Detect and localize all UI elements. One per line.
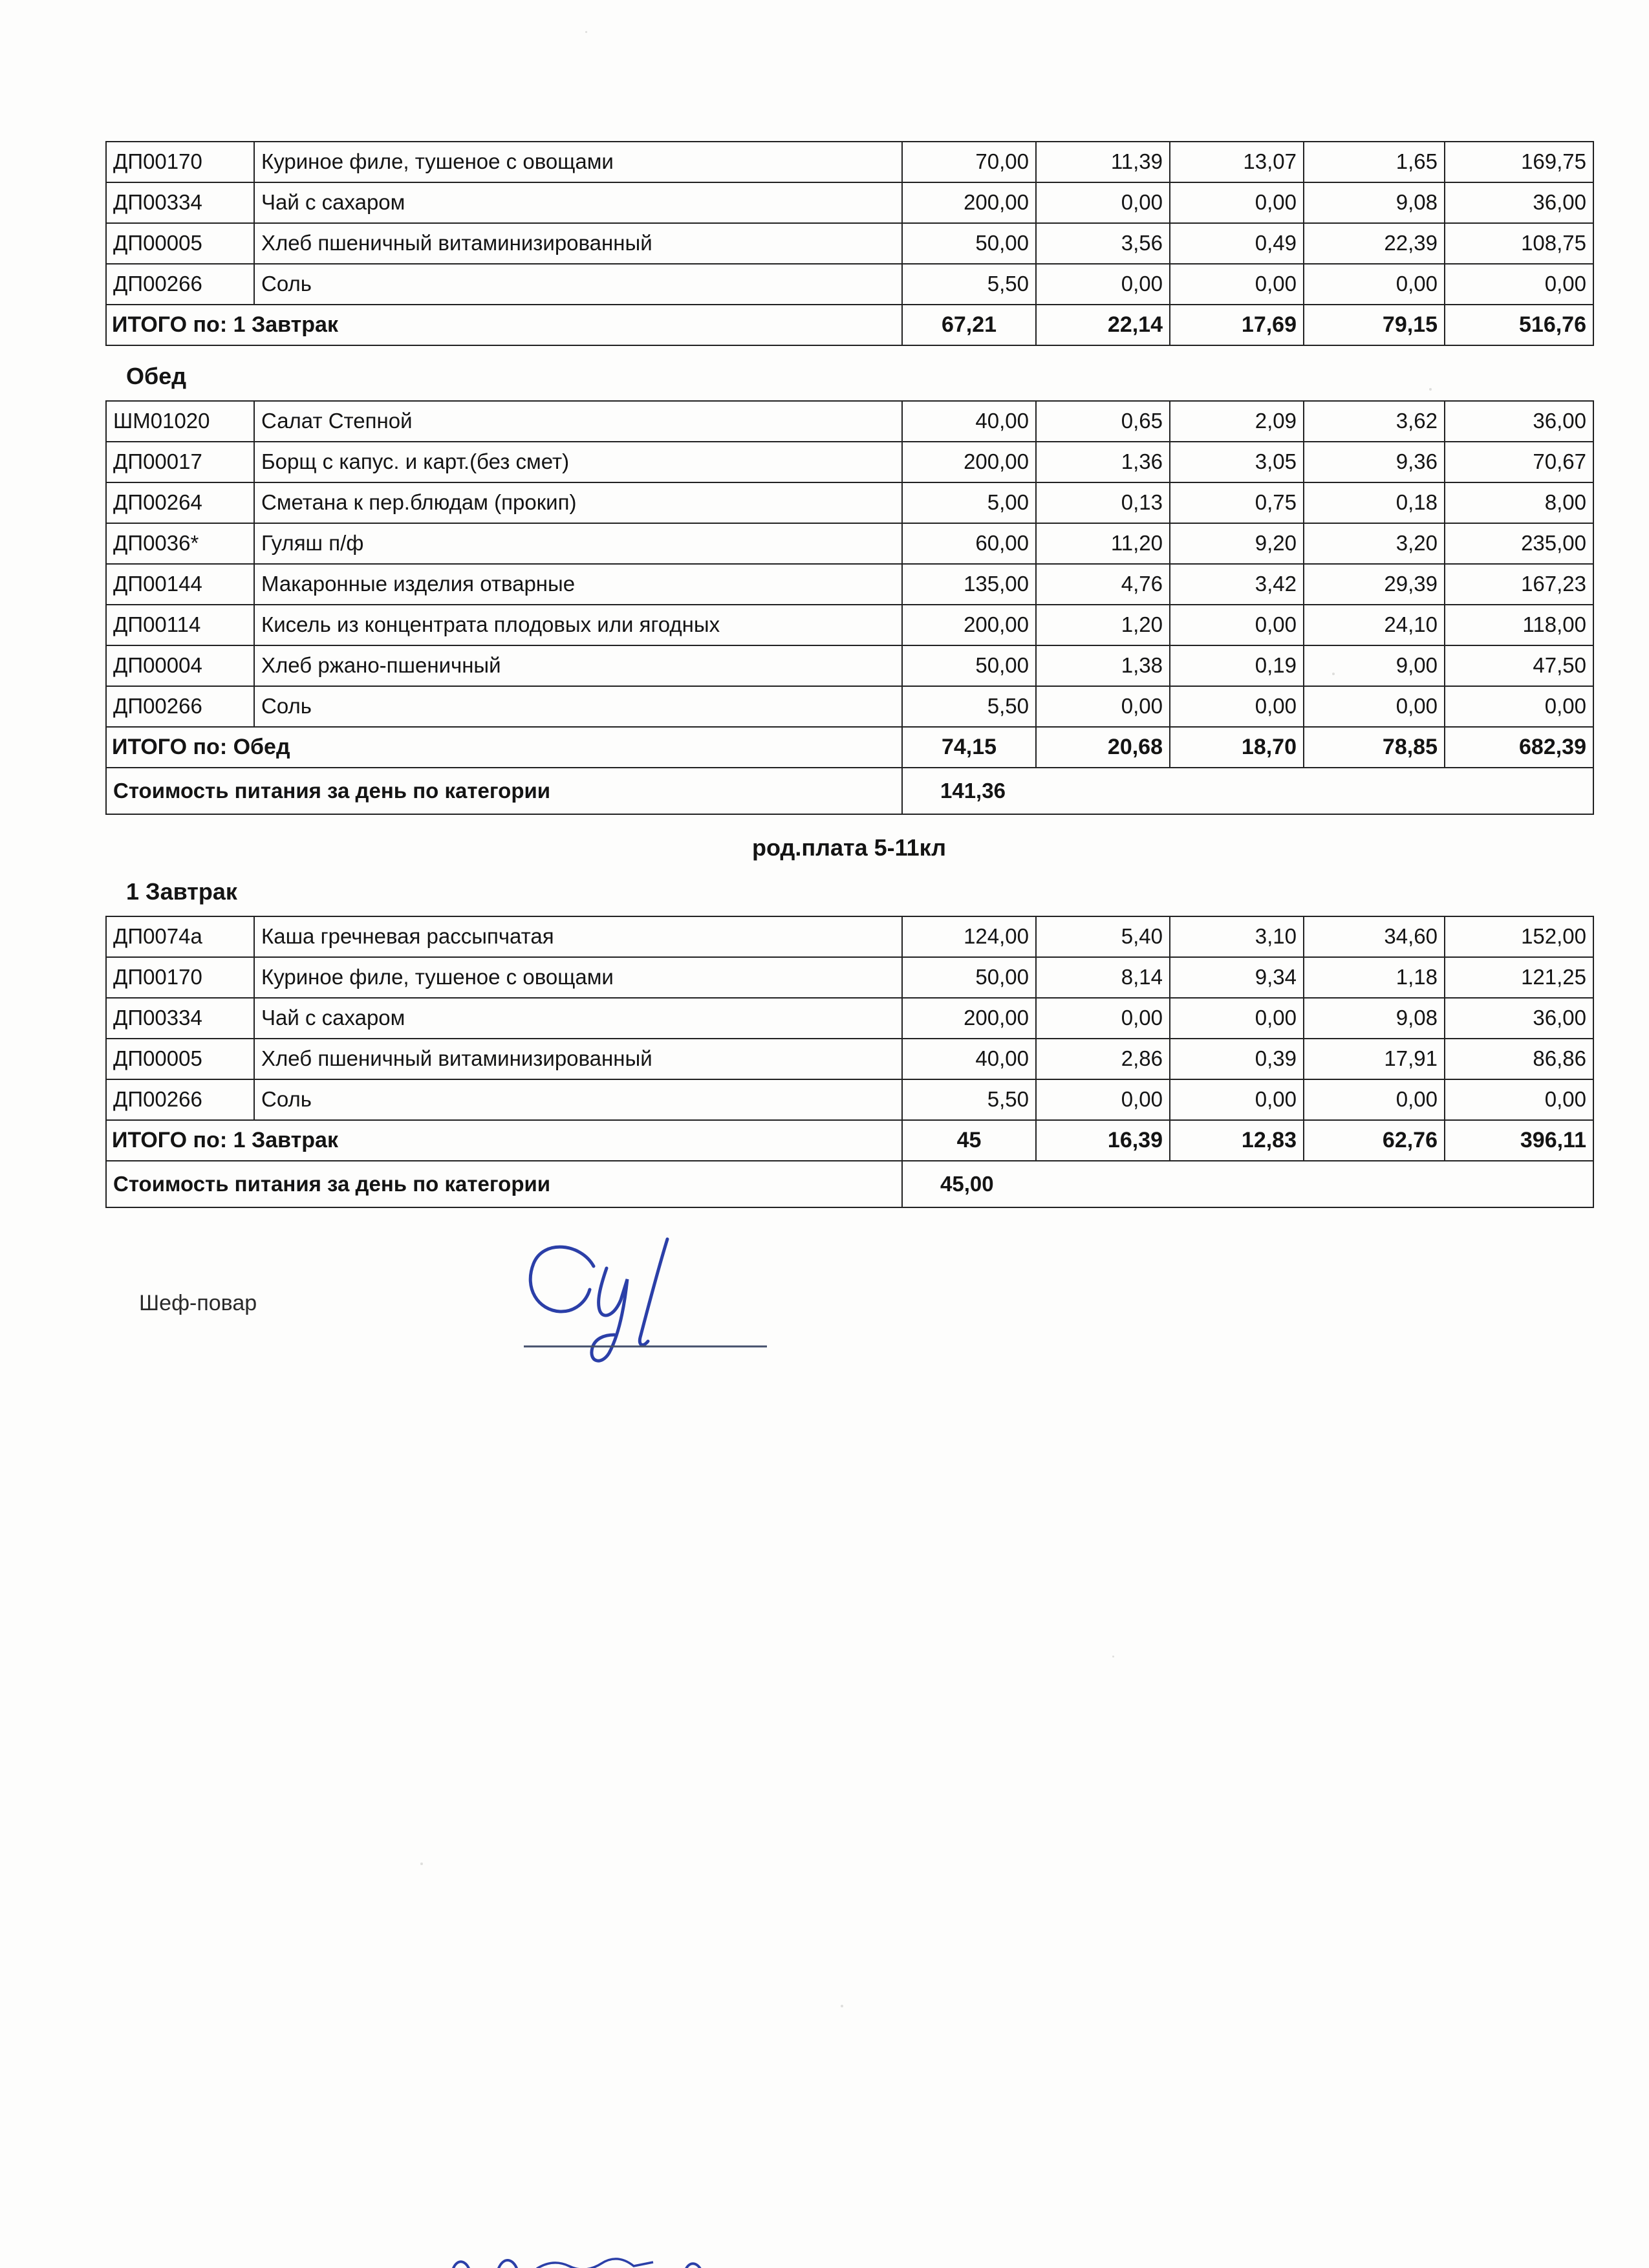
category-heading: род.плата 5-11кл — [751, 834, 947, 861]
dish-name: Куриное филе, тушеное с овощами — [254, 957, 902, 998]
cost-cell: 152,00 — [1445, 916, 1593, 957]
dish-code: ДП00264 — [106, 482, 254, 523]
total-value: 16,39 — [1036, 1120, 1170, 1161]
cost-cell: 0,00 — [1445, 264, 1593, 305]
value-cell: 11,39 — [1036, 142, 1170, 182]
dish-name: Соль — [254, 1079, 902, 1120]
cost-cell: 0,00 — [1445, 1079, 1593, 1120]
value-cell: 2,86 — [1036, 1039, 1170, 1079]
value-cell: 0,00 — [1304, 1079, 1445, 1120]
qty-cell: 50,00 — [902, 223, 1036, 264]
dish-name: Соль — [254, 264, 902, 305]
dish-name: Кисель из концентрата плодовых или ягодных — [254, 605, 902, 645]
value-cell: 34,60 — [1304, 916, 1445, 957]
value-cell: 3,42 — [1170, 564, 1304, 605]
dish-name: Гуляш п/ф — [254, 523, 902, 564]
value-cell: 0,00 — [1170, 998, 1304, 1039]
dish-name: Хлеб пшеничный витаминизированный — [254, 1039, 902, 1079]
value-cell: 0,18 — [1304, 482, 1445, 523]
cost-cell: 121,25 — [1445, 957, 1593, 998]
value-cell: 9,00 — [1304, 645, 1445, 686]
dish-name: Чай с сахаром — [254, 182, 902, 223]
value-cell: 0,00 — [1036, 1079, 1170, 1120]
dish-name: Салат Степной — [254, 401, 902, 442]
menu-row — [106, 957, 1593, 998]
value-cell: 1,38 — [1036, 645, 1170, 686]
menu-row — [106, 482, 1593, 523]
qty-cell: 135,00 — [902, 564, 1036, 605]
value-cell: 8,14 — [1036, 957, 1170, 998]
value-cell: 0,00 — [1170, 686, 1304, 727]
value-cell: 0,00 — [1304, 264, 1445, 305]
menu-table — [105, 400, 1594, 815]
qty-cell: 5,00 — [902, 482, 1036, 523]
menu-row — [106, 645, 1593, 686]
cost-cell: 47,50 — [1445, 645, 1593, 686]
value-cell: 9,08 — [1304, 998, 1445, 1039]
day-cost-label: Стоимость питания за день по категории — [106, 1161, 902, 1207]
section-title: Обед — [126, 363, 187, 389]
total-row — [106, 727, 1593, 768]
document-content — [105, 141, 1593, 1208]
dish-code: ДП0036* — [106, 523, 254, 564]
total-value: 22,14 — [1036, 305, 1170, 345]
qty-cell: 50,00 — [902, 957, 1036, 998]
dish-name: Куриное филе, тушеное с овощами — [254, 142, 902, 182]
menu-row — [106, 916, 1593, 957]
menu-row — [106, 1039, 1593, 1079]
cost-cell: 118,00 — [1445, 605, 1593, 645]
value-cell: 0,13 — [1036, 482, 1170, 523]
value-cell: 0,00 — [1036, 686, 1170, 727]
dish-code: ДП0074а — [106, 916, 254, 957]
menu-row — [106, 686, 1593, 727]
qty-cell: 200,00 — [902, 182, 1036, 223]
dish-code: ДП00144 — [106, 564, 254, 605]
dish-name: Макаронные изделия отварные — [254, 564, 902, 605]
menu-row — [106, 264, 1593, 305]
value-cell: 3,56 — [1036, 223, 1170, 264]
value-cell: 9,20 — [1170, 523, 1304, 564]
cost-cell: 8,00 — [1445, 482, 1593, 523]
value-cell: 3,05 — [1170, 442, 1304, 482]
menu-row — [106, 182, 1593, 223]
cost-cell: 167,23 — [1445, 564, 1593, 605]
handwritten-signature-icon — [498, 1233, 776, 1374]
scan-speckle — [1332, 673, 1335, 675]
cost-cell: 169,75 — [1445, 142, 1593, 182]
dish-code: ДП00266 — [106, 686, 254, 727]
value-cell: 0,00 — [1036, 998, 1170, 1039]
dish-code: ДП00334 — [106, 182, 254, 223]
menu-row — [106, 998, 1593, 1039]
menu-row — [106, 1079, 1593, 1120]
value-cell: 0,00 — [1170, 1079, 1304, 1120]
dish-code: ШМ01020 — [106, 401, 254, 442]
dish-code: ДП00334 — [106, 998, 254, 1039]
signature-block — [0, 1229, 1649, 1410]
scan-speckle — [841, 2005, 843, 2007]
cost-cell: 36,00 — [1445, 401, 1593, 442]
value-cell: 2,09 — [1170, 401, 1304, 442]
qty-cell: 40,00 — [902, 1039, 1036, 1079]
cost-cell: 36,00 — [1445, 998, 1593, 1039]
dish-code: ДП00005 — [106, 223, 254, 264]
value-cell: 9,08 — [1304, 182, 1445, 223]
qty-cell: 5,50 — [902, 1079, 1036, 1120]
total-value: 74,15 — [902, 727, 1036, 768]
day-cost-label: Стоимость питания за день по категории — [106, 768, 902, 814]
scan-speckle — [585, 31, 587, 33]
total-label: ИТОГО по: 1 Завтрак — [106, 1120, 902, 1161]
scan-speckle — [420, 1863, 423, 1865]
value-cell: 0,00 — [1036, 182, 1170, 223]
dish-code: ДП00004 — [106, 645, 254, 686]
total-value: 18,70 — [1170, 727, 1304, 768]
cost-cell: 235,00 — [1445, 523, 1593, 564]
dish-code: ДП00266 — [106, 264, 254, 305]
value-cell: 1,36 — [1036, 442, 1170, 482]
value-cell: 3,10 — [1170, 916, 1304, 957]
qty-cell: 60,00 — [902, 523, 1036, 564]
total-value: 45 — [902, 1120, 1036, 1161]
dish-code: ДП00170 — [106, 957, 254, 998]
day-cost-value: 45,00 — [902, 1161, 1593, 1207]
value-cell: 0,00 — [1170, 605, 1304, 645]
dish-code: ДП00114 — [106, 605, 254, 645]
dish-name: Сметана к пер.блюдам (прокип) — [254, 482, 902, 523]
qty-cell: 200,00 — [902, 998, 1036, 1039]
cost-cell: 108,75 — [1445, 223, 1593, 264]
menu-row — [106, 605, 1593, 645]
day-cost-row — [106, 1161, 1593, 1207]
dish-code: ДП00017 — [106, 442, 254, 482]
dish-name: Борщ с капус. и карт.(без смет) — [254, 442, 902, 482]
cost-cell: 36,00 — [1445, 182, 1593, 223]
qty-cell: 50,00 — [902, 645, 1036, 686]
menu-row — [106, 523, 1593, 564]
day-cost-row — [106, 768, 1593, 814]
total-value: 20,68 — [1036, 727, 1170, 768]
total-value: 17,69 — [1170, 305, 1304, 345]
total-value: 62,76 — [1304, 1120, 1445, 1161]
value-cell: 29,39 — [1304, 564, 1445, 605]
cost-cell: 86,86 — [1445, 1039, 1593, 1079]
qty-cell: 70,00 — [902, 142, 1036, 182]
value-cell: 11,20 — [1036, 523, 1170, 564]
dish-name: Чай с сахаром — [254, 998, 902, 1039]
dish-name: Соль — [254, 686, 902, 727]
scan-speckle — [1429, 388, 1432, 391]
total-value: 78,85 — [1304, 727, 1445, 768]
value-cell: 9,36 — [1304, 442, 1445, 482]
dish-code: ДП00266 — [106, 1079, 254, 1120]
scan-speckle — [1112, 1656, 1114, 1658]
section-title: 1 Завтрак — [126, 878, 237, 905]
dish-name: Хлеб пшеничный витаминизированный — [254, 223, 902, 264]
dish-code: ДП00005 — [106, 1039, 254, 1079]
value-cell: 0,00 — [1304, 686, 1445, 727]
total-label: ИТОГО по: 1 Завтрак — [106, 305, 902, 345]
value-cell: 1,20 — [1036, 605, 1170, 645]
value-cell: 0,00 — [1170, 182, 1304, 223]
value-cell: 22,39 — [1304, 223, 1445, 264]
total-label: ИТОГО по: Обед — [106, 727, 902, 768]
value-cell: 9,34 — [1170, 957, 1304, 998]
cost-cell: 0,00 — [1445, 686, 1593, 727]
total-value: 67,21 — [902, 305, 1036, 345]
value-cell: 0,49 — [1170, 223, 1304, 264]
dish-code: ДП00170 — [106, 142, 254, 182]
value-cell: 5,40 — [1036, 916, 1170, 957]
value-cell: 3,20 — [1304, 523, 1445, 564]
value-cell: 1,18 — [1304, 957, 1445, 998]
menu-row — [106, 442, 1593, 482]
menu-row — [106, 564, 1593, 605]
value-cell: 4,76 — [1036, 564, 1170, 605]
qty-cell: 124,00 — [902, 916, 1036, 957]
menu-table — [105, 916, 1594, 1208]
value-cell: 1,65 — [1304, 142, 1445, 182]
day-cost-value: 141,36 — [902, 768, 1593, 814]
total-value: 516,76 — [1445, 305, 1593, 345]
menu-table — [105, 141, 1594, 346]
value-cell: 13,07 — [1170, 142, 1304, 182]
cost-cell: 70,67 — [1445, 442, 1593, 482]
total-row — [106, 1120, 1593, 1161]
qty-cell: 200,00 — [902, 442, 1036, 482]
qty-cell: 5,50 — [902, 264, 1036, 305]
qty-cell: 40,00 — [902, 401, 1036, 442]
chef-label: Шеф-повар — [139, 1291, 257, 1315]
total-value: 396,11 — [1445, 1120, 1593, 1161]
menu-row — [106, 401, 1593, 442]
total-value: 682,39 — [1445, 727, 1593, 768]
value-cell: 24,10 — [1304, 605, 1445, 645]
value-cell: 0,00 — [1036, 264, 1170, 305]
value-cell: 17,91 — [1304, 1039, 1445, 1079]
value-cell: 0,19 — [1170, 645, 1304, 686]
dish-name: Каша гречневая рассыпчатая — [254, 916, 902, 957]
value-cell: 0,65 — [1036, 401, 1170, 442]
value-cell: 0,00 — [1170, 264, 1304, 305]
bottom-ink-marks-icon — [440, 2253, 750, 2268]
qty-cell: 200,00 — [902, 605, 1036, 645]
value-cell: 3,62 — [1304, 401, 1445, 442]
menu-row — [106, 142, 1593, 182]
menu-row — [106, 223, 1593, 264]
dish-name: Хлеб ржано-пшеничный — [254, 645, 902, 686]
total-value: 12,83 — [1170, 1120, 1304, 1161]
value-cell: 0,75 — [1170, 482, 1304, 523]
value-cell: 0,39 — [1170, 1039, 1304, 1079]
total-row — [106, 305, 1593, 345]
total-value: 79,15 — [1304, 305, 1445, 345]
qty-cell: 5,50 — [902, 686, 1036, 727]
